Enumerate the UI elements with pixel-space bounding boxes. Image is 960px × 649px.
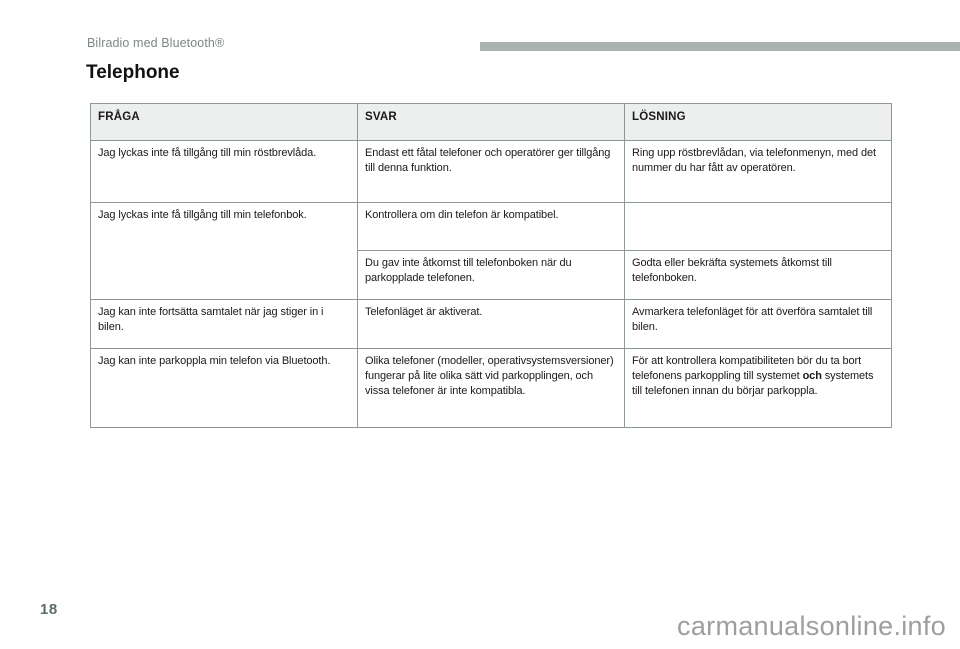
cell-fraga: Jag kan inte parkoppla min telefon via Bluetooth. (91, 349, 358, 428)
cell-fraga: Jag kan inte fortsätta samtalet när jag stiger in i bilen. (91, 300, 358, 349)
table-row (91, 141, 892, 203)
header-accent-bar (480, 42, 960, 51)
watermark: carmanualsonline.info (677, 611, 946, 641)
table-header-row (91, 104, 892, 141)
chapter-heading: Bilradio med Bluetooth® (87, 36, 225, 50)
cell-losning: Avmarkera telefonläget för att överföra samtalet till bilen. (625, 300, 892, 349)
faq-table (90, 103, 892, 428)
column-header-svar: SVAR (358, 104, 625, 141)
losning-text-part2: systemets till telefonen innan du börjar parkoppla. (632, 370, 874, 397)
column-header-fraga: FRÅGA (91, 104, 358, 141)
cell-losning (625, 203, 892, 251)
cell-losning (625, 349, 892, 428)
table-row (91, 300, 892, 349)
cell-svar: Kontrollera om din telefon är kompatibel. (358, 203, 625, 251)
column-header-losning: LÖSNING (625, 104, 892, 141)
table-row (91, 349, 892, 428)
losning-text-part1: För att kontrollera kompatibiliteten bör du ta bort telefonens parkoppling till systemet (632, 355, 862, 382)
cell-svar: Du gav inte åtkomst till telefonboken när du parkopplade telefonen. (358, 251, 625, 300)
cell-svar: Telefonläget är aktiverat. (358, 300, 625, 349)
cell-losning: Ring upp röstbrevlådan, via telefonmenyn, med det nummer du har fått av operatören. (625, 141, 892, 203)
cell-fraga: Jag lyckas inte få tillgång till min telefonbok. (91, 203, 358, 300)
cell-svar: Endast ett fåtal telefoner och operatörer ger tillgång till denna funktion. (358, 141, 625, 203)
table-row (91, 203, 892, 251)
cell-svar: Olika telefoner (modeller, operativsystemsversioner) fungerar på lite olika sätt vid parkopplingen, och vissa telefoner är inte kompatibla. (358, 349, 625, 428)
page-number: 18 (40, 601, 58, 618)
losning-text-bold: och (802, 370, 822, 382)
cell-losning: Godta eller bekräfta systemets åtkomst till telefonboken. (625, 251, 892, 300)
cell-fraga: Jag lyckas inte få tillgång till min röstbrevlåda. (91, 141, 358, 203)
page-title: Telephone (86, 62, 180, 83)
